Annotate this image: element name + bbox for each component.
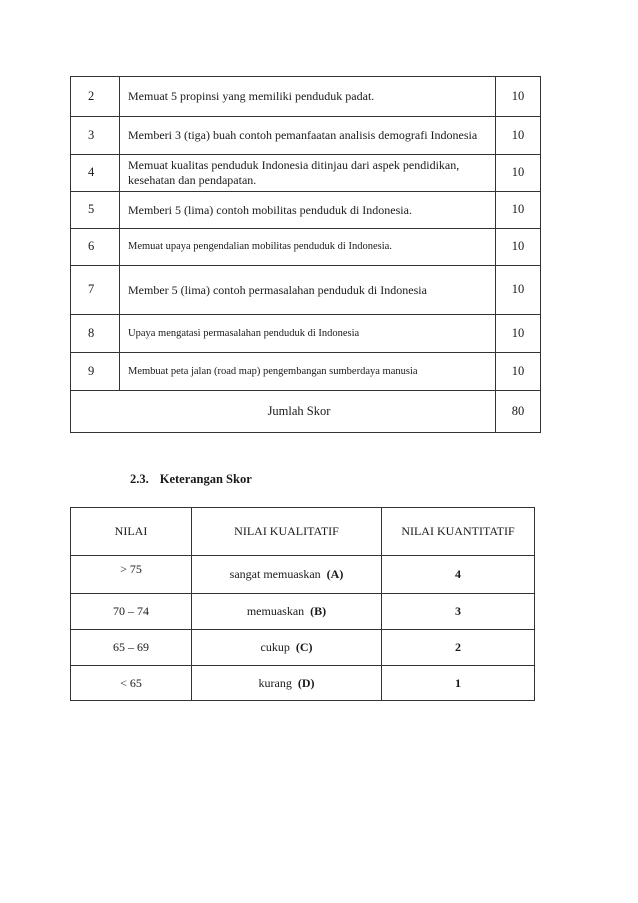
qualitative-text: kurang	[258, 675, 292, 690]
table-row	[71, 666, 535, 701]
row-number: 4	[71, 155, 120, 192]
section-title: Keterangan Skor	[159, 472, 252, 486]
table-row	[71, 353, 541, 391]
row-number: 6	[71, 229, 120, 266]
row-score: 10	[496, 353, 541, 391]
grade-code: (C)	[295, 640, 313, 654]
grade-code: (D)	[297, 675, 315, 690]
grade-qualitative	[192, 594, 382, 630]
grade-range: 65 – 69	[71, 630, 192, 666]
header-row	[71, 508, 535, 556]
row-score: 10	[496, 117, 541, 155]
row-description: Memberi 5 (lima) contoh mobilitas penduduk di Indonesia.	[120, 192, 496, 229]
row-number: 5	[71, 192, 120, 229]
row-description: Memuat upaya pengendalian mobilitas penduduk di Indonesia.	[120, 229, 496, 266]
grade-quantitative: 2	[382, 630, 535, 666]
total-label: Jumlah Skor	[71, 391, 496, 433]
grade-table	[70, 507, 535, 701]
row-score: 10	[496, 155, 541, 192]
row-description: Memberi 3 (tiga) buah contoh pemanfaatan analisis demografi Indonesia	[120, 117, 496, 155]
row-score: 10	[496, 315, 541, 353]
row-number: 7	[71, 266, 120, 315]
table-row	[71, 630, 535, 666]
table-row	[71, 594, 535, 630]
row-description: Membuat peta jalan (road map) pengembangan sumberdaya manusia	[120, 353, 496, 391]
row-score: 10	[496, 266, 541, 315]
row-score: 10	[496, 77, 541, 117]
grade-code: (A)	[326, 567, 344, 581]
row-score: 10	[496, 229, 541, 266]
grade-qualitative	[192, 630, 382, 666]
qualitative-text: cukup	[260, 640, 290, 654]
grade-quantitative: 3	[382, 594, 535, 630]
table-row	[71, 266, 541, 315]
grade-range: < 65	[71, 666, 192, 701]
row-number: 3	[71, 117, 120, 155]
table-row	[71, 192, 541, 229]
grade-range: 70 – 74	[71, 594, 192, 630]
total-row	[71, 391, 541, 433]
header-nilai: NILAI	[71, 508, 192, 556]
grade-range: > 75	[71, 556, 192, 594]
row-description: Upaya mengatasi permasalahan penduduk di Indonesia	[120, 315, 496, 353]
qualitative-text: sangat memuaskan	[229, 567, 321, 581]
grade-quantitative: 1	[382, 666, 535, 701]
grade-code: (B)	[310, 604, 327, 618]
row-description: Member 5 (lima) contoh permasalahan penduduk di Indonesia	[120, 266, 496, 315]
grade-quantitative: 4	[382, 556, 535, 594]
row-score: 10	[496, 192, 541, 229]
total-score: 80	[496, 391, 541, 433]
table-row	[71, 315, 541, 353]
header-kuantitatif: NILAI KUANTITATIF	[382, 508, 535, 556]
row-description: Memuat kualitas penduduk Indonesia ditinjau dari aspek pendidikan, kesehatan dan pendapatan.	[120, 155, 496, 192]
table-row	[71, 229, 541, 266]
table-row	[71, 556, 535, 594]
score-table	[70, 76, 541, 433]
row-number: 8	[71, 315, 120, 353]
grade-qualitative	[192, 666, 382, 701]
table-row	[71, 77, 541, 117]
row-description: Memuat 5 propinsi yang memiliki penduduk padat.	[120, 77, 496, 117]
table-row	[71, 117, 541, 155]
table-row	[71, 155, 541, 192]
row-number: 2	[71, 77, 120, 117]
section-number: 2.3.	[130, 472, 149, 486]
section-heading	[130, 472, 252, 487]
grade-qualitative	[192, 556, 382, 594]
header-kualitatif: NILAI KUALITATIF	[192, 508, 382, 556]
qualitative-text: memuaskan	[246, 604, 305, 618]
row-number: 9	[71, 353, 120, 391]
